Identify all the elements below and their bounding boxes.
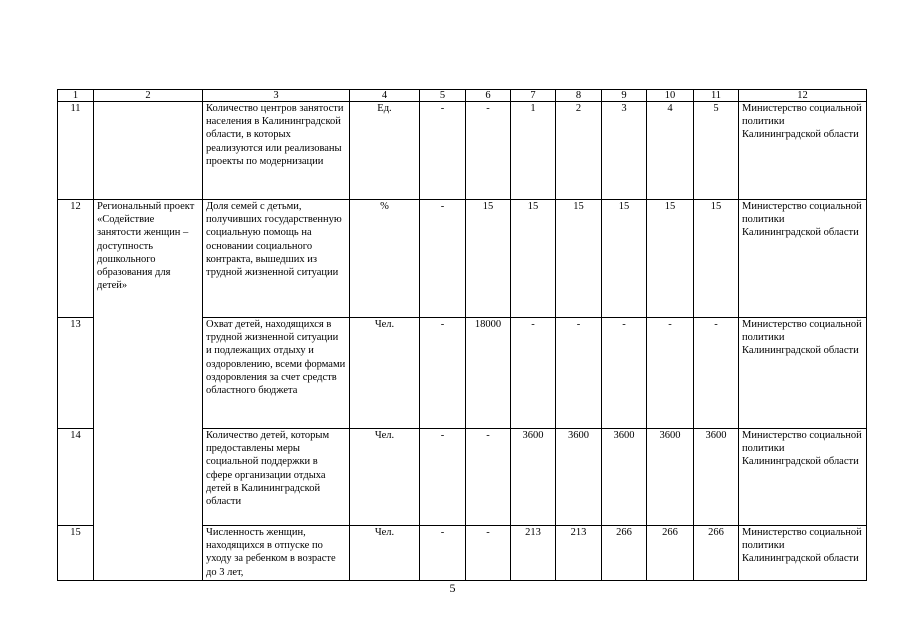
- value-cell: -: [420, 429, 466, 526]
- value-cell: 15: [511, 200, 556, 318]
- value-cell: 15: [602, 200, 647, 318]
- header-cell: 5: [420, 90, 466, 102]
- value-cell: 15: [694, 200, 739, 318]
- value-cell: 3600: [602, 429, 647, 526]
- responsible-cell: Министерство социальной политики Калининградской области: [739, 200, 867, 318]
- header-cell: 7: [511, 90, 556, 102]
- project-name-cell: Региональный проект «Содействие занятости женщин – доступность дошкольного образования для детей»: [94, 200, 203, 581]
- indicator-cell: Количество центров занятости населения в Калининградской области, в которых реализуются или реализованы проекты по модернизации: [203, 102, 350, 200]
- row-number: 13: [58, 318, 94, 429]
- header-cell: 12: [739, 90, 867, 102]
- indicators-table: [57, 89, 867, 581]
- value-cell: -: [647, 318, 694, 429]
- value-cell: -: [511, 318, 556, 429]
- responsible-cell: Министерство социальной политики Калининградской области: [739, 318, 867, 429]
- project-cell-empty: [94, 102, 203, 200]
- unit-cell: Чел.: [350, 318, 420, 429]
- unit-cell: %: [350, 200, 420, 318]
- header-cell: 3: [203, 90, 350, 102]
- header-cell: 8: [556, 90, 602, 102]
- unit-cell: Ед.: [350, 102, 420, 200]
- value-cell: 15: [647, 200, 694, 318]
- header-cell: 6: [466, 90, 511, 102]
- responsible-cell: Министерство социальной политики Калининградской области: [739, 526, 867, 581]
- value-cell: 266: [647, 526, 694, 581]
- unit-cell: Чел.: [350, 526, 420, 581]
- indicator-cell: Охват детей, находящихся в трудной жизненной ситуации и подлежащих отдыху и оздоровлению, всеми формами оздоровления за счет средств областного бюджета: [203, 318, 350, 429]
- value-cell: 3600: [694, 429, 739, 526]
- value-cell: 15: [466, 200, 511, 318]
- unit-cell: Чел.: [350, 429, 420, 526]
- value-cell: 4: [647, 102, 694, 200]
- value-cell: 5: [694, 102, 739, 200]
- responsible-cell: Министерство социальной политики Калининградской области: [739, 102, 867, 200]
- row-number: 15: [58, 526, 94, 581]
- value-cell: -: [420, 200, 466, 318]
- row-number: 12: [58, 200, 94, 318]
- value-cell: 3600: [556, 429, 602, 526]
- value-cell: 1: [511, 102, 556, 200]
- header-cell: 2: [94, 90, 203, 102]
- header-row: [58, 90, 867, 102]
- value-cell: 18000: [466, 318, 511, 429]
- value-cell: 213: [511, 526, 556, 581]
- indicator-cell: Доля семей с детьми, получивших государственную социальную помощь на основании социального контракта, вышедших из трудной жизненной ситуации: [203, 200, 350, 318]
- value-cell: -: [466, 429, 511, 526]
- indicator-cell: Количество детей, которым предоставлены меры социальной поддержки в сфере организации отдыха детей в Калининградской области: [203, 429, 350, 526]
- value-cell: 213: [556, 526, 602, 581]
- row-number: 14: [58, 429, 94, 526]
- value-cell: -: [556, 318, 602, 429]
- value-cell: 2: [556, 102, 602, 200]
- value-cell: -: [420, 102, 466, 200]
- value-cell: 15: [556, 200, 602, 318]
- table-row: [58, 200, 867, 318]
- row-number: 11: [58, 102, 94, 200]
- value-cell: -: [694, 318, 739, 429]
- value-cell: -: [420, 526, 466, 581]
- value-cell: -: [466, 526, 511, 581]
- value-cell: -: [602, 318, 647, 429]
- value-cell: 3600: [511, 429, 556, 526]
- value-cell: 3600: [647, 429, 694, 526]
- header-cell: 1: [58, 90, 94, 102]
- page-number: 5: [449, 581, 456, 595]
- value-cell: -: [466, 102, 511, 200]
- header-cell: 9: [602, 90, 647, 102]
- responsible-cell: Министерство социальной политики Калининградской области: [739, 429, 867, 526]
- indicator-cell: Численность женщин, находящихся в отпуске по уходу за ребенком в возрасте до 3 лет,: [203, 526, 350, 581]
- table-row: [58, 102, 867, 200]
- value-cell: 266: [694, 526, 739, 581]
- value-cell: 266: [602, 526, 647, 581]
- header-cell: 10: [647, 90, 694, 102]
- header-cell: 11: [694, 90, 739, 102]
- value-cell: -: [420, 318, 466, 429]
- header-cell: 4: [350, 90, 420, 102]
- value-cell: 3: [602, 102, 647, 200]
